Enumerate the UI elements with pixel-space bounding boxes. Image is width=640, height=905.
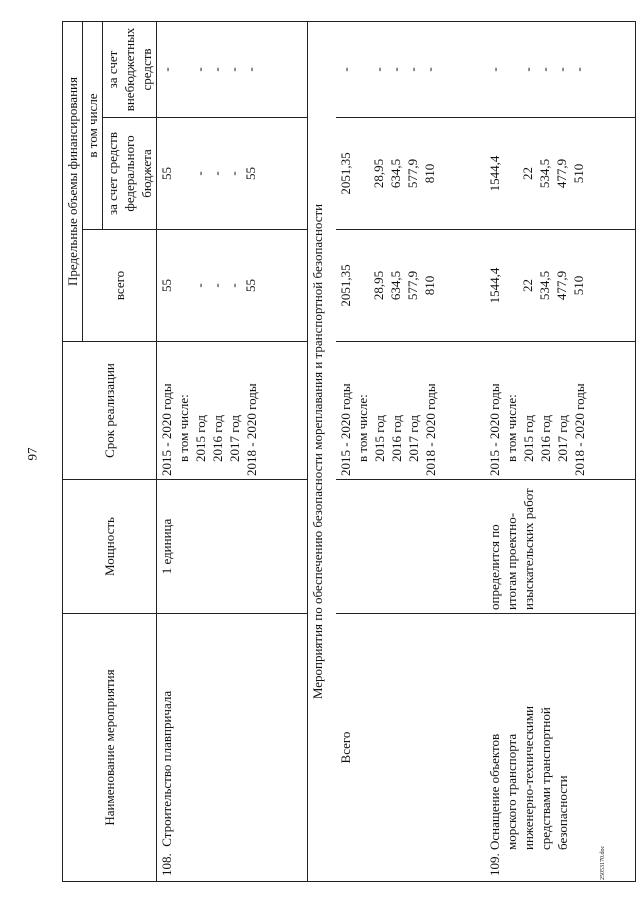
item-108-extra bbox=[157, 21, 308, 117]
value: 477,9 bbox=[554, 270, 570, 301]
term: 2018 - 2020 годы bbox=[572, 383, 588, 476]
financing-table bbox=[62, 21, 636, 882]
value: 510 bbox=[571, 275, 587, 296]
value bbox=[503, 25, 519, 114]
item-108-name: Строительство плавпричала bbox=[159, 690, 174, 847]
item-108-name-cell bbox=[157, 614, 308, 882]
value: - bbox=[226, 67, 241, 72]
term: 2017 год bbox=[227, 415, 242, 462]
header-total: всего bbox=[83, 230, 157, 342]
term: 2015 год bbox=[193, 415, 208, 462]
value: - bbox=[226, 283, 241, 288]
table-row-total bbox=[336, 21, 486, 881]
section-row bbox=[308, 21, 336, 881]
value: 2051,35 bbox=[337, 264, 353, 307]
value: 2051,35 bbox=[337, 152, 353, 195]
page-number: 97 bbox=[24, 447, 40, 461]
item-109-number: 109. bbox=[487, 853, 503, 876]
value bbox=[175, 25, 191, 114]
document-code: 25053170.doc bbox=[600, 845, 606, 880]
item-109-capacity: определится по итогам проектно-изыскательских работ bbox=[485, 480, 635, 614]
item-109-terms bbox=[485, 342, 635, 480]
total-extra bbox=[336, 21, 486, 117]
value: 55 bbox=[243, 279, 258, 292]
value bbox=[354, 25, 370, 114]
value: - bbox=[421, 67, 437, 72]
value: - bbox=[571, 67, 587, 72]
value: 1544,4 bbox=[487, 155, 503, 192]
header-capacity: Мощность bbox=[63, 480, 157, 614]
value: - bbox=[520, 67, 536, 72]
item-108-federal bbox=[157, 118, 308, 230]
item-108-terms bbox=[157, 342, 308, 480]
term: 2016 год bbox=[210, 415, 225, 462]
term: 2017 год bbox=[555, 415, 571, 462]
value: - bbox=[226, 171, 241, 176]
item-108-capacity: 1 единица bbox=[157, 480, 308, 614]
header-financing-limits: Предельные объемы финансирования bbox=[63, 21, 83, 341]
total-totals bbox=[336, 230, 486, 342]
value: - bbox=[192, 67, 207, 72]
value: 55 bbox=[243, 167, 258, 180]
section-title: Мероприятия по обеспечению безопасности мореплавания и транспортной безопасности bbox=[308, 21, 336, 881]
header-term: Срок реализации bbox=[63, 342, 157, 480]
value: - bbox=[404, 67, 420, 72]
value: 510 bbox=[571, 163, 587, 184]
term: 2015 - 2020 годы bbox=[159, 383, 174, 476]
item-109-extra bbox=[485, 21, 635, 117]
term: 2018 - 2020 годы bbox=[244, 383, 259, 476]
value bbox=[175, 121, 191, 226]
value: - bbox=[192, 171, 207, 176]
term: в том числе: bbox=[354, 394, 370, 462]
value: 28,95 bbox=[370, 158, 386, 189]
term: 2016 год bbox=[388, 415, 404, 462]
term: 2015 - 2020 годы bbox=[337, 383, 353, 476]
value bbox=[503, 121, 519, 226]
value: 22 bbox=[520, 167, 536, 180]
value: - bbox=[387, 67, 403, 72]
value: - bbox=[192, 283, 207, 288]
total-federal bbox=[336, 118, 486, 230]
term: 2016 год bbox=[538, 415, 554, 462]
total-label: Всего bbox=[336, 614, 486, 882]
value bbox=[354, 233, 370, 338]
value: 22 bbox=[520, 279, 536, 292]
value: - bbox=[537, 67, 553, 72]
item-108-number: 108. bbox=[159, 853, 174, 876]
value: 634,5 bbox=[387, 158, 403, 189]
value: - bbox=[159, 67, 174, 72]
table-row-109 bbox=[485, 21, 635, 881]
table-row-108 bbox=[157, 21, 308, 881]
value bbox=[175, 233, 191, 338]
value: 55 bbox=[159, 167, 174, 180]
value: 577,9 bbox=[404, 270, 420, 301]
value: 55 bbox=[159, 279, 174, 292]
value: - bbox=[243, 67, 258, 72]
value: 634,5 bbox=[387, 270, 403, 301]
value bbox=[354, 121, 370, 226]
value: 534,5 bbox=[537, 158, 553, 189]
value: - bbox=[209, 67, 224, 72]
value: 810 bbox=[421, 275, 437, 296]
term: в том числе: bbox=[176, 394, 191, 462]
value: 477,9 bbox=[554, 158, 570, 189]
item-109-name-cell bbox=[485, 614, 635, 882]
term: 2015 год bbox=[371, 415, 387, 462]
header-including: в том числе bbox=[83, 21, 103, 229]
value: 28,95 bbox=[370, 270, 386, 301]
value: - bbox=[370, 67, 386, 72]
value: 577,9 bbox=[404, 158, 420, 189]
value: 1544,4 bbox=[487, 267, 503, 304]
value: - bbox=[337, 67, 353, 72]
item-109-totals bbox=[485, 230, 635, 342]
value: - bbox=[209, 171, 224, 176]
term: 2017 год bbox=[405, 415, 421, 462]
item-109-federal bbox=[485, 118, 635, 230]
term: 2015 год bbox=[521, 415, 537, 462]
header-extra: за счет внебюджетных средств bbox=[103, 21, 157, 117]
item-109-name: Оснащение объектов морского транспорта инженерно-техническими средствами транспортной безопасности bbox=[487, 705, 571, 850]
value: - bbox=[209, 283, 224, 288]
term: 2015 - 2020 годы bbox=[487, 383, 503, 476]
header-federal: за счет средств федерального бюджета bbox=[103, 118, 157, 230]
value: - bbox=[554, 67, 570, 72]
item-108-totals bbox=[157, 230, 308, 342]
value: 534,5 bbox=[537, 270, 553, 301]
header-name: Наименование мероприятия bbox=[63, 614, 157, 882]
value: - bbox=[487, 67, 503, 72]
total-terms bbox=[336, 342, 486, 480]
total-capacity bbox=[336, 480, 486, 614]
rotated-table-container bbox=[62, 22, 636, 882]
value: 810 bbox=[421, 163, 437, 184]
term: 2018 - 2020 годы bbox=[422, 383, 438, 476]
value bbox=[503, 233, 519, 338]
term: в том числе: bbox=[504, 394, 520, 462]
